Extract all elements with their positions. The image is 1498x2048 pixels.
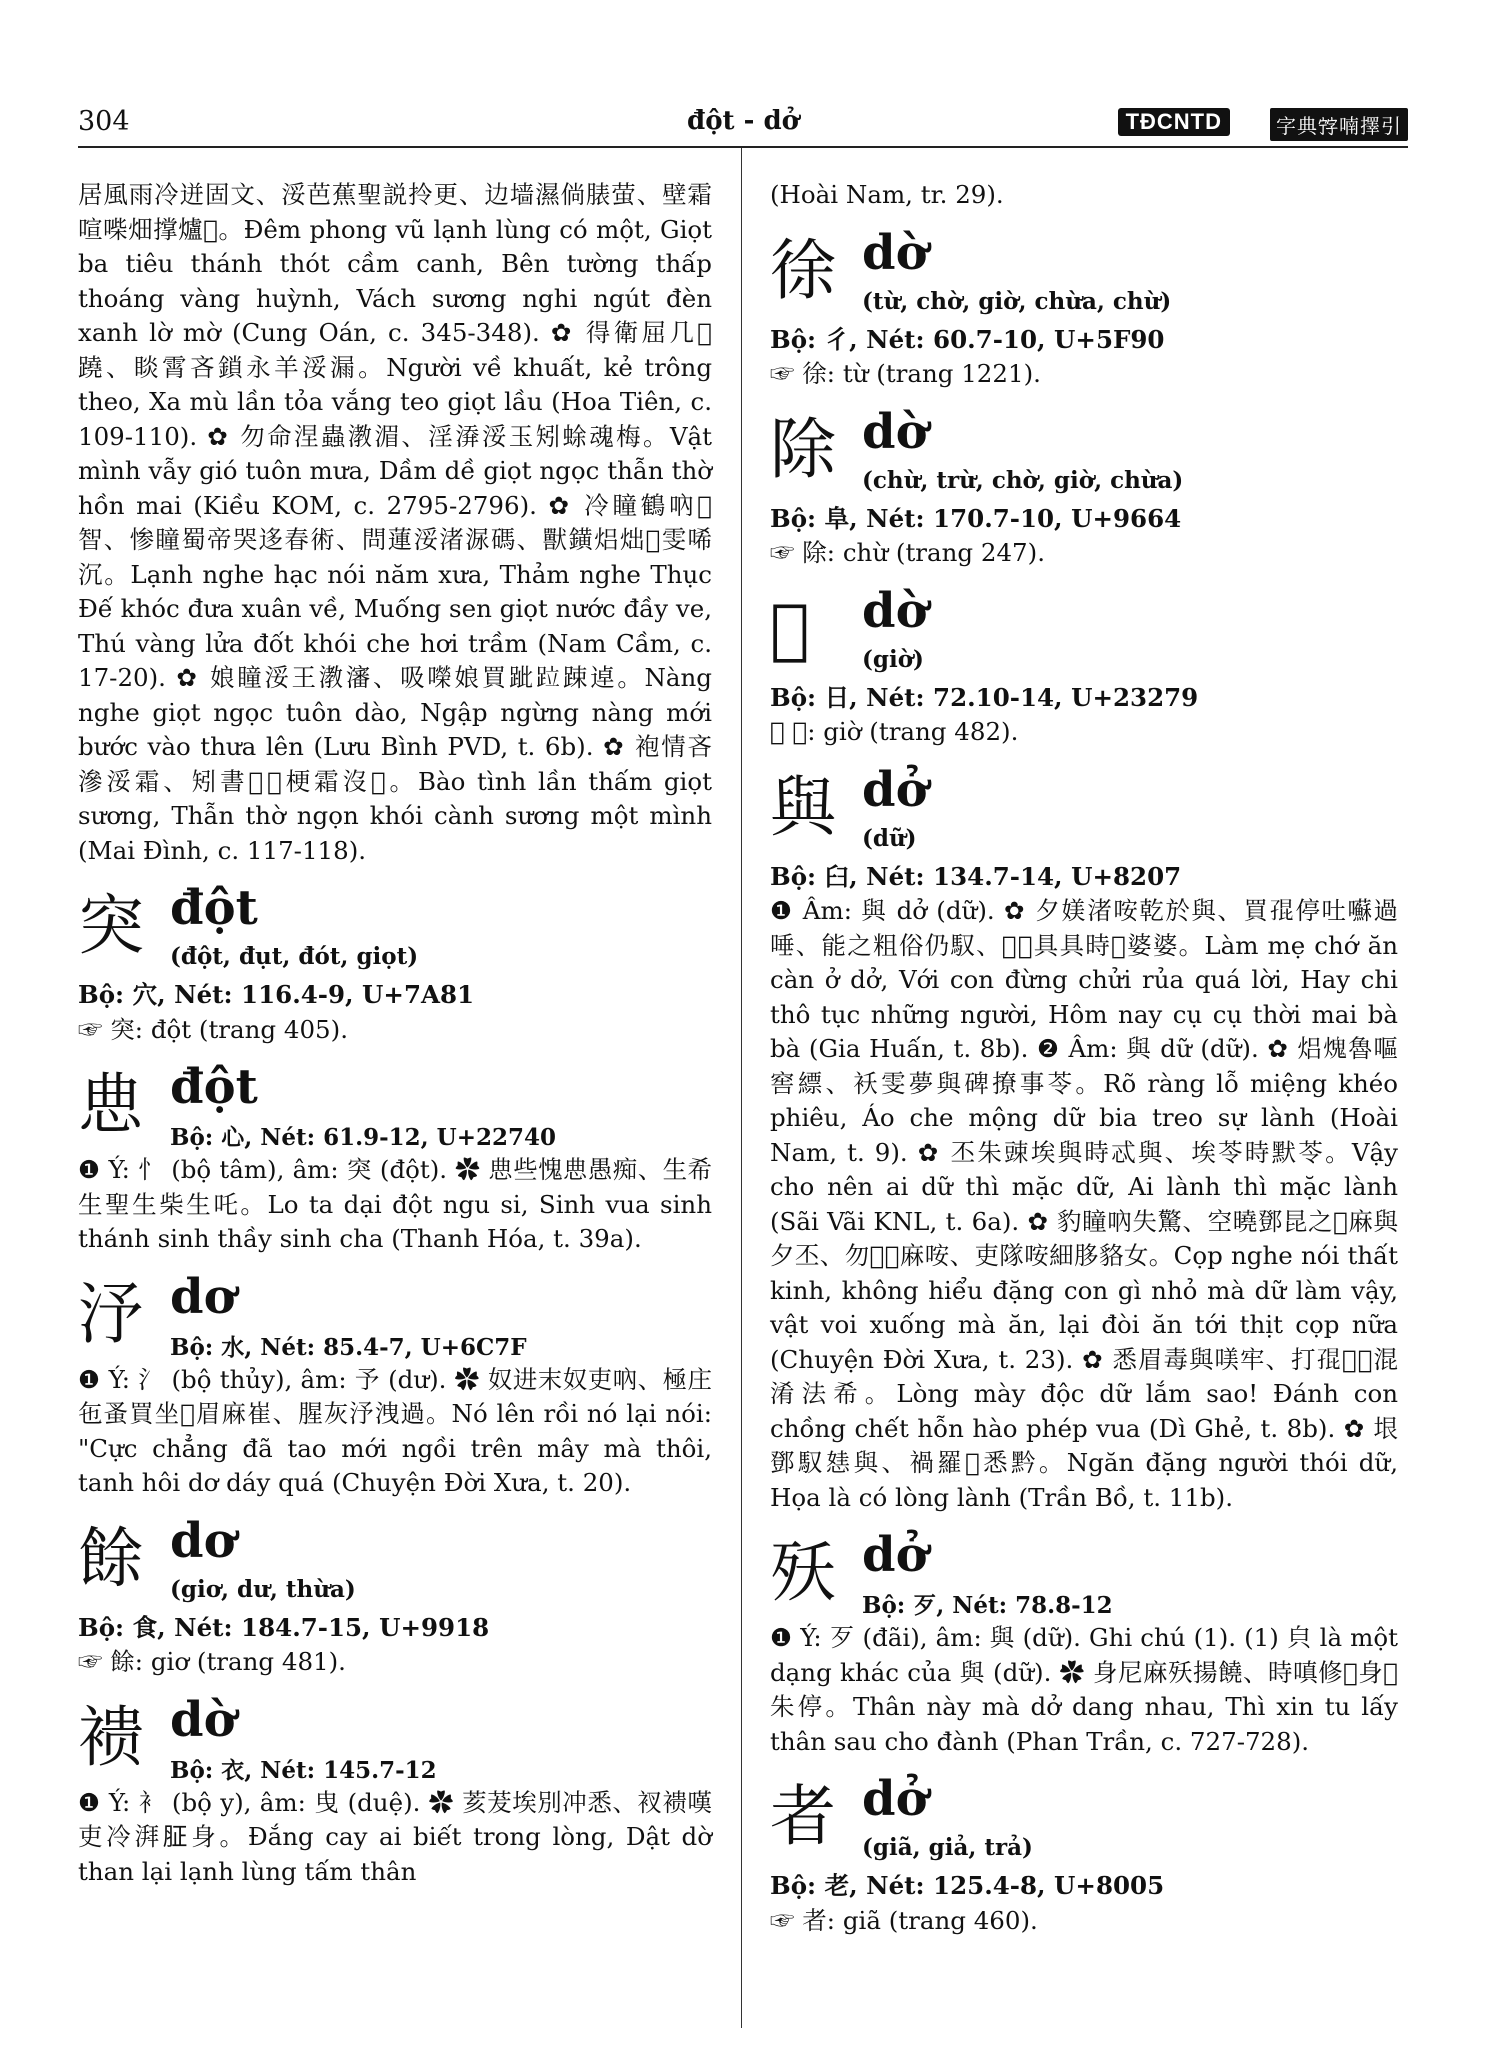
entry-body: ❶ Ý: 氵 (bộ thủy), âm: 予 (dư). ✿ 奴进末奴吏吶、極庄㐌蚤買坐𨖲眉麻崔、腥灰汿洩過。Nó lên rồi nó lại nói: "Cực chẳng đã tao mới ngồi trên mây mà thôi, tanh hôi dơ dáy quá (Chuyện Đời Xưa, t. 20). bbox=[78, 1364, 712, 1497]
entry-character: 𣉹 bbox=[770, 589, 810, 667]
header-rule bbox=[78, 146, 1408, 148]
publisher-logo: TĐCNTD bbox=[1118, 108, 1230, 136]
entry-cross-reference: ☞ 𣉹: giờ (trang 482). bbox=[770, 717, 1019, 746]
entry-character: 餘 bbox=[78, 1519, 144, 1597]
dictionary-entry bbox=[78, 1690, 712, 1890]
entry-headword: dờ bbox=[862, 403, 928, 460]
entry-body: ❶ Ý: 衤 (bộ y), âm: 曳 (duệ). ✿ 荄茇埃別冲悉、衩䙌嘆吏冷湃𦙫身。Đắng cay ai biết trong lòng, Dật dờ than lại lạnh lùng tấm thân bbox=[78, 1787, 712, 1886]
entry-character: 㤟 bbox=[78, 1066, 144, 1143]
entry-readings: (giờ) bbox=[862, 645, 924, 673]
entry-readings: (giã, giả, trả) bbox=[862, 1834, 1033, 1861]
entry-readings: (đột, đụt, đót, giọt) bbox=[170, 943, 419, 970]
continued-citation: (Hoài Nam, tr. 29). bbox=[770, 180, 1004, 209]
dictionary-entry bbox=[770, 760, 1398, 1516]
dictionary-entry bbox=[78, 1267, 712, 1501]
entry-readings: (từ, chờ, giờ, chừa, chừ) bbox=[862, 287, 1172, 315]
entry-radical-line: Bộ: 食, Nét: 184.7-15, U+9918 bbox=[78, 1612, 490, 1642]
entry-radical-line: Bộ: 彳, Nét: 60.7-10, U+5F90 bbox=[770, 324, 1165, 354]
entry-headword: dở bbox=[862, 761, 928, 818]
dictionary-entry bbox=[770, 223, 1398, 392]
entry-body: ❶ Ý: 歹 (đãi), âm: 與 (dữ). Ghi chú (1). (1) 㒵 là một dạng khác của 與 (dữ). ✿ 身尼麻殀揚饒、時嗔修𧚟身𨉟朱停。Thân này mà dở dang nhau, Thì xin tu lấy thân sau cho đành (Phan Trần, c. 727-728). bbox=[770, 1623, 1398, 1756]
entry-readings: (chừ, trừ, chờ, giờ, chừa) bbox=[862, 466, 1184, 494]
entry-character: 者 bbox=[770, 1778, 836, 1855]
page-number: 304 bbox=[78, 106, 130, 137]
entry-radical-line: Bộ: 臼, Nét: 134.7-14, U+8207 bbox=[770, 861, 1182, 891]
continued-paragraph: 居風雨冷迸固文、浽芭蕉聖説拎更、边墙濕倘脿萤、壁霜喧喍畑撑爐𤈞。Đêm phong vũ lạnh lùng có một, Giọt ba tiêu thánh thót cầm canh, Bên tường thấp thoáng vàng huỳnh, Vách sương nghi ngút đèn xanh lờ mờ (Cung Oán, c. 345-348). ✿ 得衛屈几𪤄蹺、睒霄吝鎖永羊浽漏。Người về khuất, kẻ trông theo, Xa mù lần tỏa vắng teo giọt lầu (Hoa Tiên, c. 109-110). ✿ 勿命涅蟲漖湄、淫㴁浽玉矧蜍魂梅。Vật mình vẫy gió tuôn mưa, Dầm dề giọt ngọc thẫn thờ hồn mai (Kiều KOM, c. 2795-2796). ✿ 冷瞳鶴吶𦝄智、惨瞳蜀帝哭迻春術、問蓮浽渚㳮碼、獸鐄焒炪𩂀雯唏沉。Lạnh nghe hạc nói năm xưa, Thảm nghe Thục Đế khóc đưa xuân về, Muống sen giọt nước đầy ve, Thú vàng lửa đốt khói che hơi trầm (Nam Cầm, c. 17-20). ✿ 娘瞳浽王漖瀋、吸㘇娘買跐𨀎踈逴。Nàng nghe giọt ngọc tuôn dào, Ngập ngừng nàng mới bước vào thưa lên (Lưu Bình PVD, t. 6b). ✿ 袍情吝滲浽霜、矧書𤄯𤈜梗霜沒𨉓。Bào tình lần thấm giọt sương, Thẫn thờ ngọn khói cành sương một mình (Mai Đình, c. 117-118). bbox=[78, 180, 712, 865]
entry-readings: (giơ, dư, thừa) bbox=[170, 1575, 356, 1603]
entry-radical-line: Bộ: 歹, Nét: 78.8-12 bbox=[862, 1592, 1113, 1619]
entry-radical-line: Bộ: 日, Nét: 72.10-14, U+23279 bbox=[770, 682, 1199, 712]
right-column bbox=[770, 178, 1398, 1938]
entry-character: 除 bbox=[770, 410, 836, 488]
entry-headword: dở bbox=[862, 1771, 928, 1827]
entry-headword: dờ bbox=[170, 1691, 236, 1748]
entry-cross-reference: ☞ 者: giã (trang 460). bbox=[770, 1905, 1038, 1935]
entry-radical-line: Bộ: 老, Nét: 125.4-8, U+8005 bbox=[770, 1871, 1165, 1900]
entry-headword: dờ bbox=[862, 224, 928, 281]
page-header bbox=[78, 106, 1408, 146]
running-head: đột - dở bbox=[687, 106, 799, 136]
entry-body: ❶ Âm: 與 dở (dữ). ✿ 夕媄渚咹乾於與、買𡥵停吐囌過唾、能之粗俗仍馭、𣋚𣈜具具時𣈕婆婆。Làm mẹ chớ ăn càn ở dở, Với con đừng chửi rủa quá lời, Hay chi thô tục những người, Hôm nay cụ cụ thời mai bà bà (Gia Huấn, t. 8b). ❷ Âm: 與 dữ (dữ). ✿ 焒𤌋魯嘔窖縹、袄雯夢與碑撩事苓。Rõ ràng lỗ miệng khéo phiêu, Áo che mộng dữ bia treo sự lành (Hoài Nam, t. 9). ✿ 丕朱䜹埃與時忒與、埃苓時默苓。Vậy cho nên ai dữ thì mặc dữ, Ai lành thì mặc lành (Sãi Vãi KNL, t. 6a). ✿ 豹瞳吶失驚、空曉鄧昆之𤞻麻與夕丕、勿𤠰𧐺麻咹、吏隊咹細䏧貉女。Cọp nghe nói thất kinh, không hiểu đặng con gì nhỏ mà dữ làm vậy, vật voi xuống mà ăn, lại đòi ăn tới thịt cọp nữa (Chuyện Đời Xưa, t. 23). ✿ 悉眉毒與𠸍牢、打𡥵𢫝𦋦混淆法希。Lòng mày độc dữ lắm sao! Đánh con chồng chết hỗn hào phép vua (Dì Ghẻ, t. 8b). ✿ 垠鄧馭㥨與、禍羅𩄲悉黔。Ngăn đặng người thói dữ, Họa là có lòng lành (Trần Bồ, t. 11b). bbox=[770, 896, 1398, 1512]
entry-cross-reference: ☞ 徐: từ (trang 1221). bbox=[770, 359, 1041, 388]
entry-radical-line: Bộ: 衣, Nét: 145.7-12 bbox=[170, 1756, 437, 1784]
dictionary-entry bbox=[78, 1057, 712, 1257]
entry-cross-reference: ☞ 除: chừ (trang 247). bbox=[770, 538, 1045, 567]
entry-headword: đột bbox=[170, 1059, 258, 1115]
entry-character: 突 bbox=[78, 887, 144, 964]
entry-radical-line: Bộ: 穴, Nét: 116.4-9, U+7A81 bbox=[78, 980, 475, 1009]
entry-headword: dở bbox=[862, 1527, 928, 1583]
entry-headword: dờ bbox=[862, 582, 928, 639]
entry-radical-line: Bộ: 水, Nét: 85.4-7, U+6C7F bbox=[170, 1333, 527, 1361]
entry-character: 汿 bbox=[78, 1275, 144, 1353]
dictionary-entry bbox=[78, 878, 712, 1047]
left-column bbox=[78, 178, 712, 1889]
entry-headword: đột bbox=[170, 880, 258, 936]
entry-cross-reference: ☞ 餘: giơ (trang 481). bbox=[78, 1647, 346, 1676]
entry-character: 與 bbox=[770, 768, 836, 846]
column-divider bbox=[741, 148, 742, 2028]
dictionary-entry bbox=[78, 1511, 712, 1680]
entry-radical-line: Bộ: 阜, Nét: 170.7-10, U+9664 bbox=[770, 503, 1182, 533]
dictionary-entry bbox=[770, 1525, 1398, 1759]
entry-cross-reference: ☞ 突: đột (trang 405). bbox=[78, 1014, 348, 1044]
entry-character: 䙌 bbox=[78, 1698, 144, 1776]
entry-headword: dơ bbox=[170, 1512, 236, 1569]
entry-headword: dơ bbox=[170, 1268, 236, 1325]
entry-character: 殀 bbox=[770, 1534, 836, 1611]
dictionary-entry bbox=[770, 402, 1398, 571]
dictionary-entry bbox=[770, 1769, 1398, 1938]
dictionary-logo: 字典𡨸喃擇引 bbox=[1270, 108, 1408, 141]
entry-body: ❶ Ý: 忄 (bộ tâm), âm: 突 (đột). ✿ 㤟些愧㤟愚痴、生希生聖生柴生吒。Lo ta dại đột ngu si, Sinh vua sinh thánh sinh thầy sinh cha (Thanh Hóa, t. 39a). bbox=[78, 1155, 712, 1253]
dictionary-entry bbox=[770, 581, 1398, 750]
entry-readings: (dữ) bbox=[862, 824, 917, 852]
entry-character: 徐 bbox=[770, 231, 836, 309]
entry-radical-line: Bộ: 心, Nét: 61.9-12, U+22740 bbox=[170, 1124, 557, 1151]
